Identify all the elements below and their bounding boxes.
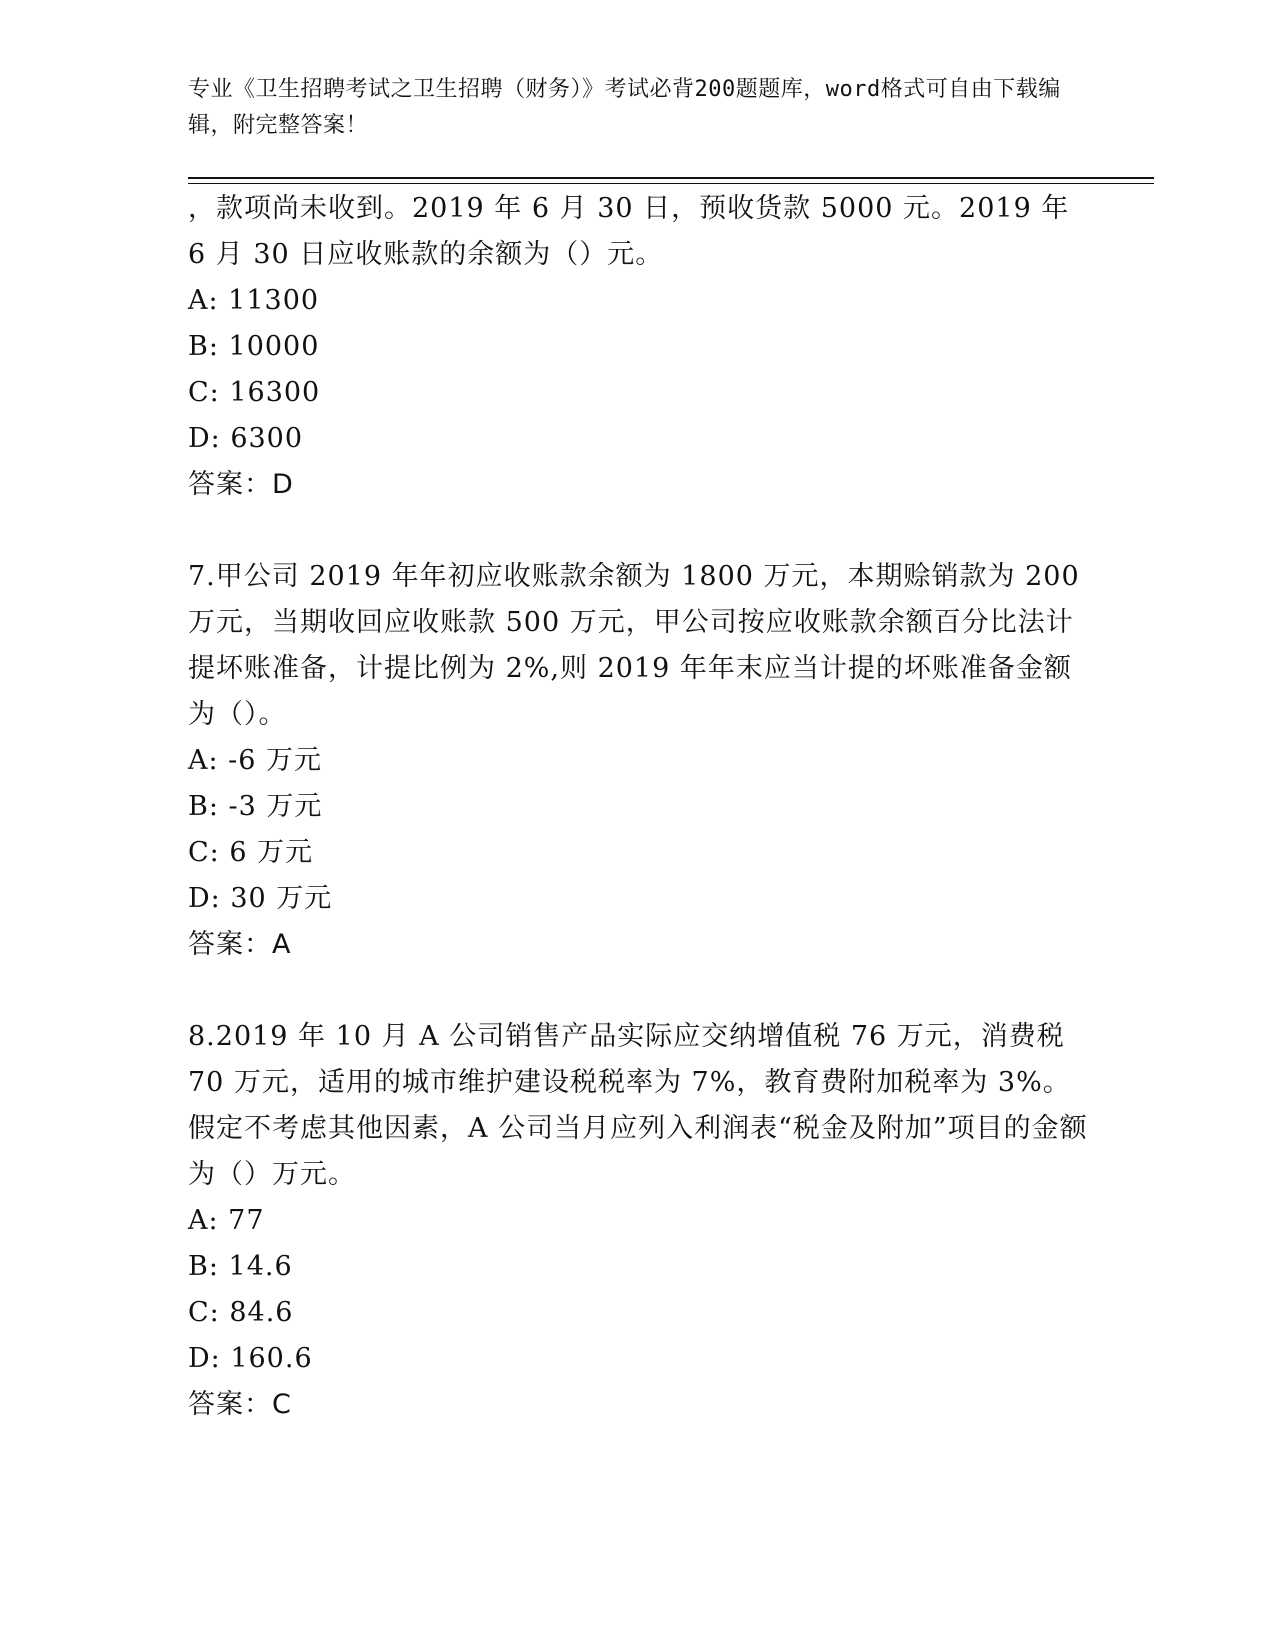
document-header: 专业《卫生招聘考试之卫生招聘（财务）》考试必背200题题库，word格式可自由下载编辑，附完整答案！ [188, 77, 1061, 138]
option-a: A: 77 [188, 1205, 265, 1236]
question-list [188, 186, 1088, 1474]
header-rule-thick [188, 177, 1154, 179]
answer-line: 答案：C [188, 1389, 292, 1420]
question-block-8 [188, 1014, 1088, 1428]
question-text: ，款项尚未收到。2019 年 6 月 30 日，预收货款 5000 元。2019 年 6 月 30 日应收账款的余额为（）元。 [188, 193, 1070, 270]
option-c: C: 16300 [188, 377, 321, 408]
question-text: 7.甲公司 2019 年年初应收账款余额为 1800 万元，本期赊销款为 200 万元，当期收回应收账款 500 万元，甲公司按应收账款余额百分比法计提坏账准备，计提比例为 2%,则 2019 年年末应当计提的坏账准备金额为（）。 [188, 561, 1080, 730]
option-c: C: 6 万元 [188, 837, 314, 868]
option-b: B: 10000 [188, 331, 320, 362]
option-b: B: 14.6 [188, 1251, 293, 1282]
header-rule-thin [188, 183, 1154, 184]
answer-line: 答案：A [188, 929, 292, 960]
option-c: C: 84.6 [188, 1297, 294, 1328]
option-a: A: 11300 [188, 285, 320, 316]
option-a: A: -6 万元 [188, 745, 323, 776]
option-b: B: -3 万元 [188, 791, 323, 822]
option-d: D: 6300 [188, 423, 304, 454]
question-text: 8.2019 年 10 月 A 公司销售产品实际应交纳增值税 76 万元，消费税 70 万元，适用的城市维护建设税税率为 7%，教育费附加税率为 3%。假定不考虑其他因素，A 公司当月应列入利润表“税金及附加”项目的金额为（）万元。 [188, 1021, 1088, 1190]
option-d: D: 30 万元 [188, 883, 333, 914]
answer-line: 答案：D [188, 469, 294, 500]
question-block-6 [188, 186, 1088, 508]
option-d: D: 160.6 [188, 1343, 313, 1374]
question-block-7 [188, 554, 1088, 968]
